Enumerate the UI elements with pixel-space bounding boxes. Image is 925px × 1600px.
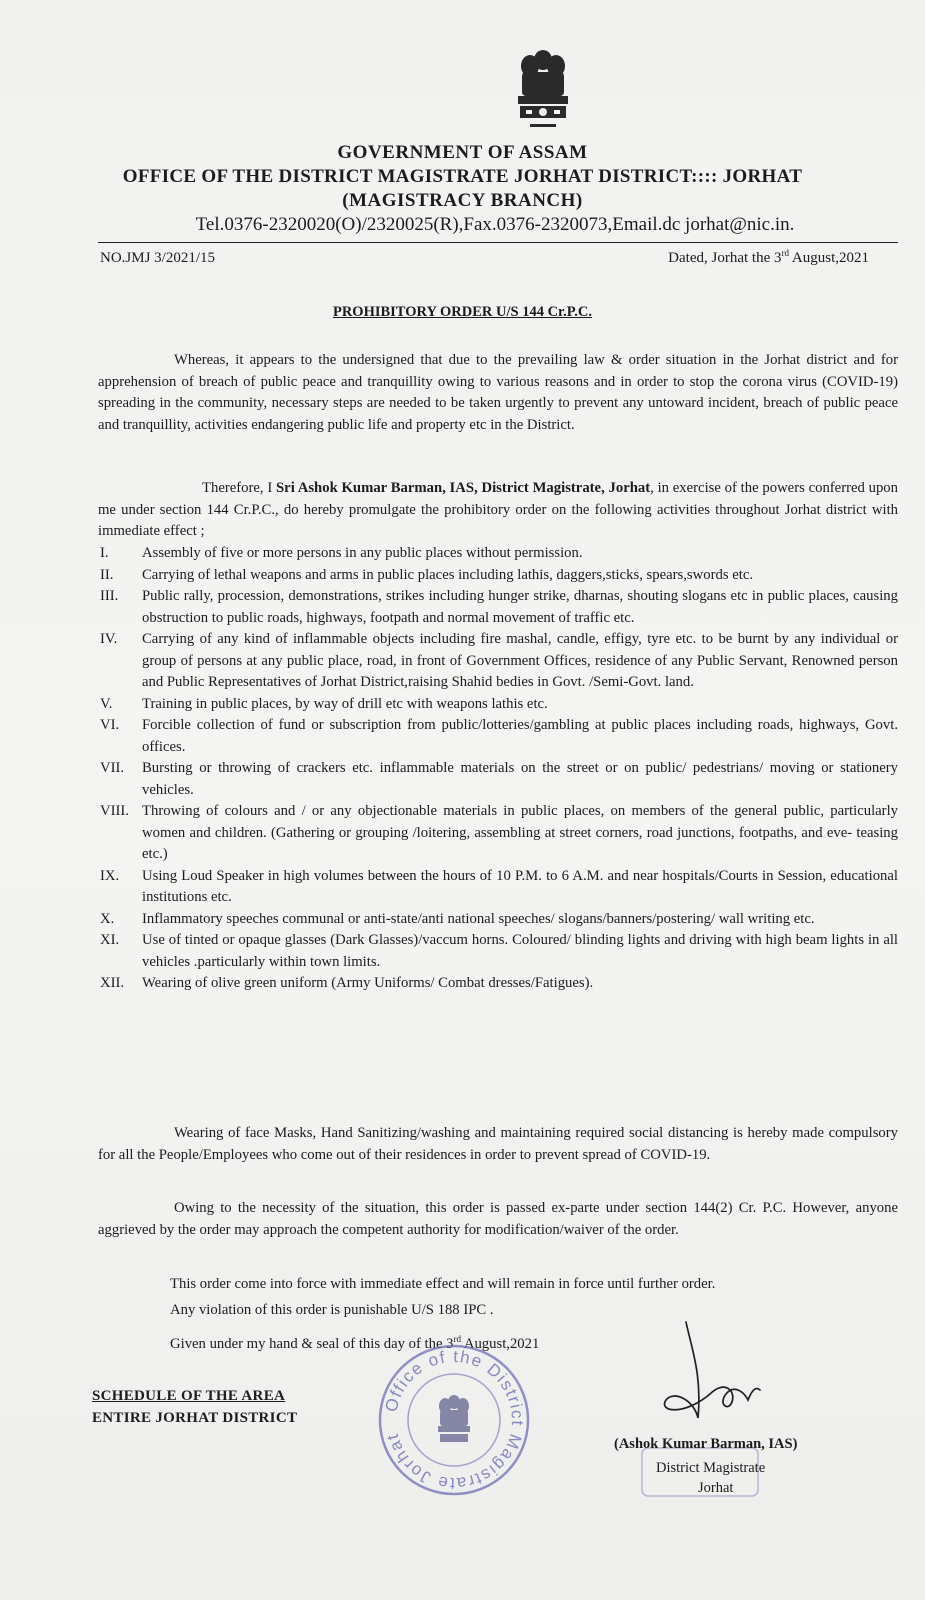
whereas-paragraph: Whereas, it appears to the undersigned that due to the prevailing law & order situation in the Jorhat district and for apprehension of breach of public peace and tranquillity owing to various reasons and in order to stop the corona virus (COVID-19) spreading in the community, necessary steps are needed to be taken urgently to prevent any untoward incident, breach of public peace and tranquillity, activities endangering public life and property etc in the District. [98, 352, 898, 433]
list-item: XII. Wearing of olive green uniform (Army Uniforms/ Combat dresses/Fatigues). [100, 975, 594, 991]
signatory-place: Jorhat [698, 1480, 734, 1496]
list-item: V. Training in public places, by way of drill etc with weapons lathis etc. [100, 695, 548, 712]
list-item: III. Public rally, procession, demonstrations, strikes including hunger strike, dharnas, shouting slogans etc in public places, causing obstruction to public roads, highways, footpath and normal movement of traffic etc. [100, 588, 898, 626]
branch-heading: (MAGISTRACY BRANCH) [342, 190, 583, 211]
masks-paragraph: Wearing of face Masks, Hand Sanitizing/washing and maintaining required social distancing is hereby made compulsory for all the People/Employees who come out of their residences in order to prevent spread of COVID-19. [98, 1125, 898, 1163]
given-line: Given under my hand & seal of this day of the 3rd August,2021 [170, 1334, 540, 1352]
office-heading: OFFICE OF THE DISTRICT MAGISTRATE JORHAT DISTRICT:::: JORHAT [122, 166, 803, 187]
exparte-paragraph: Owing to the necessity of the situation, this order is passed ex-parte under section 144(2) Cr. P.C. However, anyone aggrieved by the order may approach the competent authority for modification/waiver of the order. [98, 1200, 898, 1238]
signatory-designation: District Magistrate [656, 1460, 766, 1476]
list-item: IV. Carrying of any kind of inflammable objects including fire mashal, candle, effigy, tyre etc. to be burnt by any individual or group of persons at any public place, road, in front of Government Offices, residence of any Public Servant, Renowned person and Public Representatives of Jorhat District,raising Shahid bedies in Govt. /Semi-Govt. land. [100, 631, 898, 690]
prohibited-activities-list [98, 543, 898, 995]
state-emblem-icon [510, 46, 576, 142]
svg-text:Office of the District Magistr: Office of the District Magistrate Jorhat [381, 1346, 528, 1494]
therefore-paragraph: Therefore, I Sri Ashok Kumar Barman, IAS, District Magistrate, Jorhat, in exercise of the powers conferred upon me under section 144 Cr.P.C., do hereby promulgate the prohibitory order on the following activities throughout Jorhat district with immediate effect ; [98, 480, 898, 539]
signatory-name: (Ashok Kumar Barman, IAS) [614, 1436, 798, 1452]
signature-icon [644, 1320, 784, 1430]
header-divider [98, 242, 898, 243]
contact-line: Tel.0376-2320020(O)/2320025(R),Fax.0376-2320073,Email.dc jorhat@nic.in. [195, 214, 795, 235]
schedule-heading: SCHEDULE OF THE AREA [92, 1388, 286, 1404]
reference-number: NO.JMJ 3/2021/15 [100, 250, 216, 266]
schedule-area: ENTIRE JORHAT DISTRICT [92, 1410, 298, 1426]
list-item: VI. Forcible collection of fund or subscription from public/lotteries/gambling at public places including roads, highways, Govt. offices. [100, 717, 898, 755]
date-line: Dated, Jorhat the 3rd August,2021 [668, 248, 869, 266]
list-item: I. Assembly of five or more persons in any public places without permission. [100, 545, 583, 561]
violation-line: Any violation of this order is punishable U/S 188 IPC . [170, 1302, 494, 1318]
list-item: VIII. Throwing of colours and / or any objectionable materials in public places, on members of the general public, particularly women and children. (Gathering or grouping /loitering, assembling at street corners, road junctions, footpaths, and eve- teasing etc.) [100, 803, 898, 862]
list-item: II. Carrying of lethal weapons and arms in public places including lathis, daggers,sticks, spears,swords etc. [100, 566, 754, 583]
order-title: PROHIBITORY ORDER U/S 144 Cr.P.C. [332, 304, 593, 320]
list-item: X. Inflammatory speeches communal or anti-state/anti national speeches/ slogans/banners/postering/ wall writing etc. [100, 910, 815, 927]
list-item: IX. Using Loud Speaker in high volumes between the hours of 10 P.M. to 6 A.M. and near hospitals/Courts in Session, educational institutions etc. [100, 867, 898, 905]
list-item: VII. Bursting or throwing of crackers etc. inflammable materials on the street or on public/ pedestrians/ moving or stationery vehicles. [100, 760, 898, 798]
list-item: XI. Use of tinted or opaque glasses (Dark Glasses)/vaccum horns. Coloured/ blinding lights and driving with high beam lights in all vehicles .particularly within town limits. [100, 932, 898, 970]
government-heading: GOVERNMENT OF ASSAM [337, 142, 588, 163]
force-line: This order come into force with immediate effect and will remain in force until further order. [170, 1276, 716, 1292]
office-seal-icon [374, 1340, 534, 1500]
